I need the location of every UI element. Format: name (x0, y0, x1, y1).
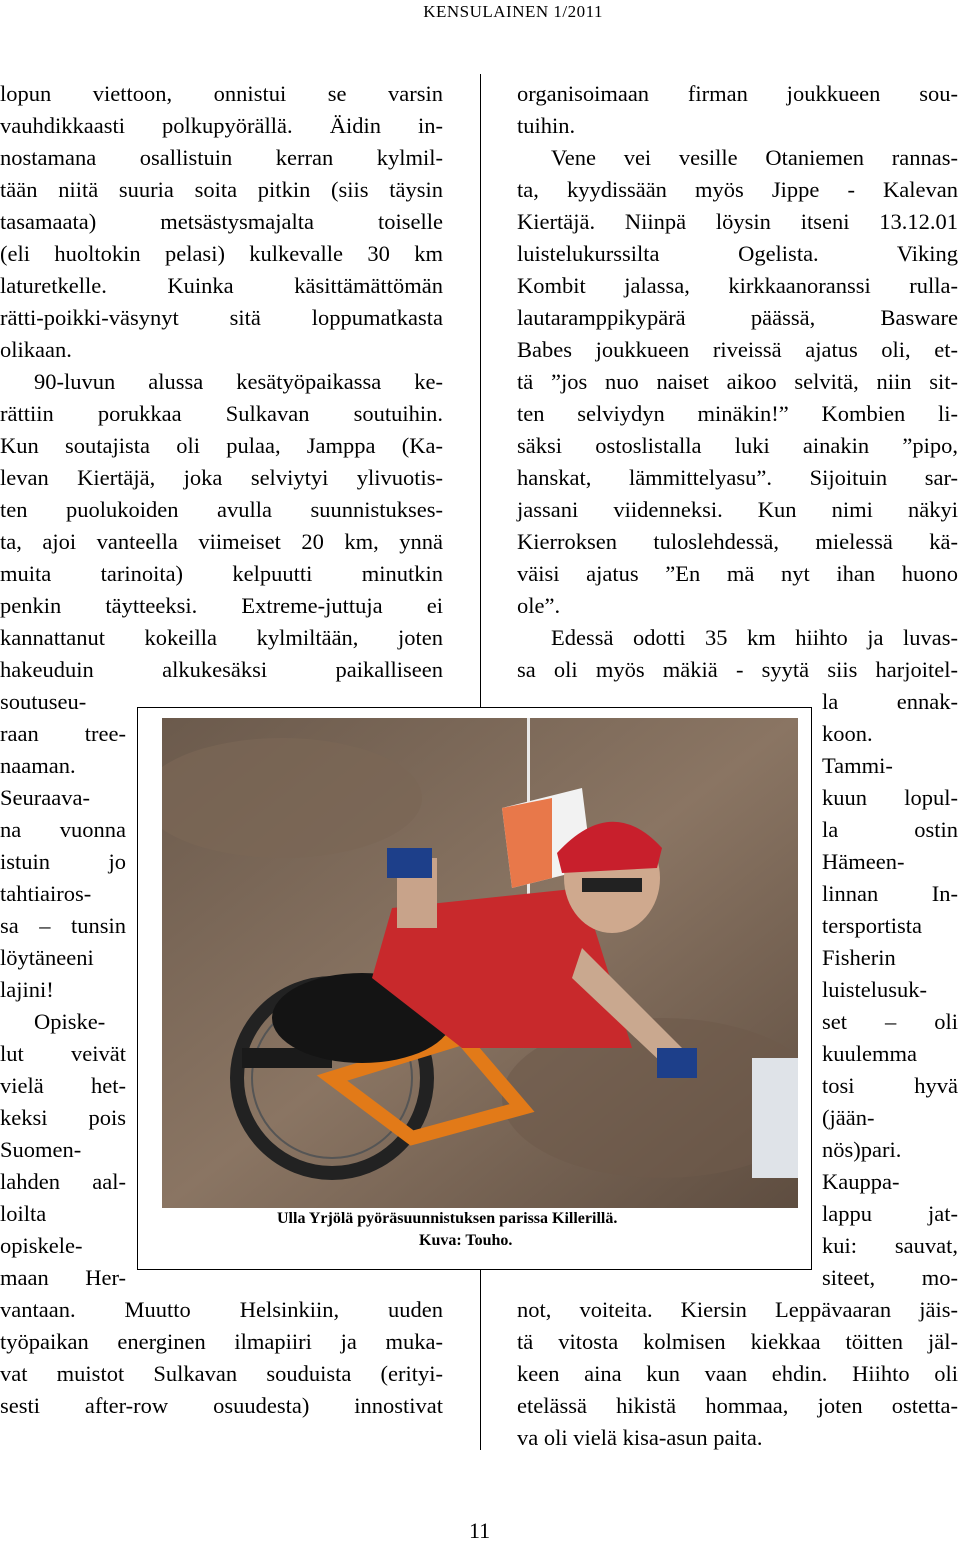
article-photo (137, 707, 812, 1270)
text-line: lahden aal- (0, 1169, 126, 1194)
text-line: tosi hyvä (822, 1073, 958, 1098)
text-line: not, voiteita. Kiersin Leppävaaran jäis- (517, 1297, 958, 1322)
text-line: 90-luvun alussa kesätyöpaikassa ke- (34, 369, 443, 394)
photo-caption-line-1: Ulla Yrjölä pyöräsuunnistuksen parissa Killerillä. (277, 1210, 618, 1227)
text-line: muita tarinoita) kelpuutti minutkin (0, 561, 443, 586)
text-line: soutuseu- (0, 689, 87, 714)
text-line: set – oli (822, 1009, 958, 1034)
text-line: luistelukurssilta Ogelista. Viking (517, 241, 958, 266)
text-line: kui: sauvat, (822, 1233, 958, 1258)
text-line: siteet, mo- (822, 1265, 958, 1290)
text-line: nostamana osallistuin kerran kylmil- (0, 145, 443, 170)
text-line: (eli huoltokin pelasi) kulkevalle 30 km (0, 241, 443, 266)
text-line: penkin täytteeksi. Extreme-juttuja ei (0, 593, 443, 618)
text-line: hanskat, lämmittelyasu”. Sijoituin sar- (517, 465, 958, 490)
text-line: vauhdikkaasti polkupyörällä. Äidin in- (0, 113, 443, 138)
text-line: sa oli myös mäkiä - syytä siis harjoitel- (517, 657, 958, 682)
text-line: tä vitosta kolmisen kiekkaa töitten jäl- (517, 1329, 958, 1354)
text-line: jassani viidenneksi. Kun nimi näkyi (517, 497, 958, 522)
text-line: nös)pari. (822, 1137, 902, 1162)
text-line: Tammi- (822, 753, 893, 778)
text-line: kuulemma (822, 1041, 917, 1066)
text-line: vielä het- (0, 1073, 126, 1098)
text-line: lut veivät (0, 1041, 126, 1066)
text-line: organisoimaan firman joukkueen sou- (517, 81, 958, 106)
text-line: istuin jo (0, 849, 126, 874)
text-line: etelässä hikistä hommaa, joten ostetta- (517, 1393, 958, 1418)
text-line: rättiin porukkaa Sulkavan soutuihin. (0, 401, 443, 426)
text-line: Kun soutajista oli pulaa, Jamppa (Ka- (0, 433, 443, 458)
cyclist-photo-illustration (162, 718, 798, 1208)
text-line: tersportista (822, 913, 922, 938)
text-line: la ennak- (822, 689, 958, 714)
text-line: maan Her- (0, 1265, 126, 1290)
text-line: Kauppa- (822, 1169, 900, 1194)
text-line: ten selviydyn minäkin!” Kombien li- (517, 401, 958, 426)
text-line: lajini! (0, 977, 54, 1002)
photo-caption-line-2: Kuva: Touho. (419, 1232, 513, 1249)
text-line: opiskele- (0, 1233, 83, 1258)
text-line: sa – tunsin (0, 913, 126, 938)
text-line: olikaan. (0, 337, 72, 362)
text-line: Opiske- (34, 1009, 106, 1034)
text-line: Suomen- (0, 1137, 82, 1162)
text-line: Edessä odotti 35 km hiihto ja luvas- (551, 625, 958, 650)
text-line: vantaan. Muutto Helsinkiin, uuden (0, 1297, 443, 1322)
text-line: linnan In- (822, 881, 958, 906)
text-line: sesti after-row osuudesta) innostivat (0, 1393, 443, 1418)
text-line: na vuonna (0, 817, 126, 842)
text-line: (jään- (822, 1105, 875, 1130)
text-line: Kierroksen tuloslehdessä, mielessä kä- (517, 529, 958, 554)
text-line: keen aina kun vaan ehdin. Hiihto oli (517, 1361, 958, 1386)
text-line: hakeuduin alkukesäksi paikalliseen (0, 657, 443, 682)
text-line: koon. (822, 721, 873, 746)
text-line: raan tree- (0, 721, 126, 746)
text-line: rätti-poikki-väsynyt sitä loppumatkasta (0, 305, 443, 330)
text-line: tä ”jos nuo naiset aikoo selvitä, niin sit- (517, 369, 958, 394)
text-line: loilta (0, 1201, 47, 1226)
running-header: KENSULAINEN 1/2011 (423, 2, 603, 21)
text-line: löytäneeni (0, 945, 94, 970)
text-line: Seuraava- (0, 785, 90, 810)
text-line: tuihin. (517, 113, 576, 138)
text-line: kuun lopul- (822, 785, 958, 810)
text-line: la ostin (822, 817, 958, 842)
text-line: Vene vei vesille Otaniemen rannas- (551, 145, 958, 170)
text-line: luistelusuk- (822, 977, 927, 1002)
text-line: kannattanut kokeilla kylmiltään, joten (0, 625, 443, 650)
text-line: ta, ajoi vanteella viimeiset 20 km, ynnä (0, 529, 443, 554)
text-line: lappu jat- (822, 1201, 958, 1226)
text-line: tasamaata) metsästysmajalta toiselle (0, 209, 443, 234)
text-line: tahtiairos- (0, 881, 92, 906)
text-line: naaman. (0, 753, 76, 778)
text-line: ta, kyydissään myös Jippe - Kalevan (517, 177, 958, 202)
text-line: tään niitä suuria soita pitkin (siis täysin (0, 177, 443, 202)
text-line: Fisherin (822, 945, 896, 970)
text-line: Babes joukkueen riveissä ajatus oli, et- (517, 337, 958, 362)
text-line: lautaramppikypärä päässä, Basware (517, 305, 958, 330)
text-line: Kombit jalassa, kirkkaanoranssi rulla- (517, 273, 958, 298)
text-line: vat muistot Sulkavan souduista (erityi- (0, 1361, 443, 1386)
text-line: Hämeen- (822, 849, 905, 874)
text-line: keksi pois (0, 1105, 126, 1130)
text-line: levan Kiertäjä, joka selviytyi ylivuotis- (0, 465, 443, 490)
page-number: 11 (469, 1518, 491, 1543)
text-line: väisi ajatus ”En mä nyt ihan huono (517, 561, 958, 586)
text-line: ten puolukoiden avulla suunnistukses- (0, 497, 443, 522)
text-line: laturetkelle. Kuinka käsittämättömän (0, 273, 443, 298)
text-line: Kiertäjä. Niinpä löysin itseni 13.12.01 (517, 209, 958, 234)
text-line: ole”. (517, 593, 561, 618)
text-line: säksi ostoslistalla luki ainakin ”pipo, (517, 433, 958, 458)
text-line: lopun viettoon, onnistui se varsin (0, 81, 443, 106)
text-line: va oli vielä kisa-asun paita. (517, 1425, 763, 1450)
text-line: työpaikan energinen ilmapiiri ja muka- (0, 1329, 443, 1354)
